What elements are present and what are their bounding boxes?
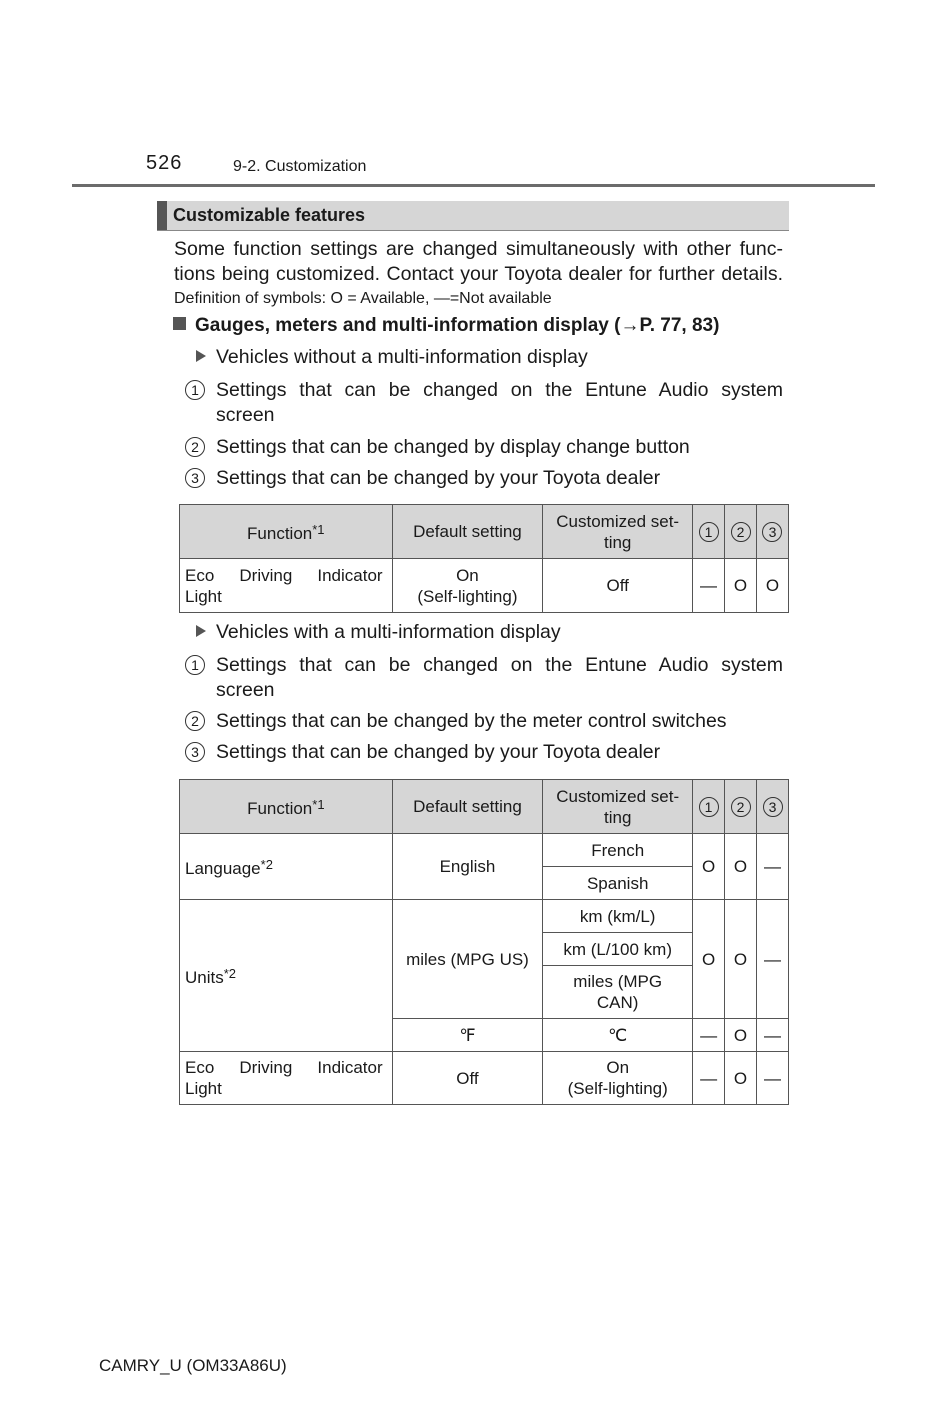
cell-avail-3: — <box>757 1019 789 1052</box>
list-item <box>185 378 783 428</box>
subheading-text: Vehicles with a multi-information display <box>216 621 561 643</box>
symbol-definition: Definition of symbols: O = Available, —=Not available <box>174 290 552 307</box>
cell-avail-1: — <box>693 1019 725 1052</box>
footer-model-code: CAMRY_U (OM33A86U) <box>99 1356 287 1375</box>
subheading-text: Vehicles without a multi-information display <box>216 346 588 368</box>
subheading-with-mid <box>196 621 561 644</box>
cell-function: Eco Driving Indicator Light <box>180 559 393 613</box>
intro-line-2: tions being customized. Contact your Toyota dealer for further details. <box>174 263 783 285</box>
cell-custom: Off <box>543 559 693 613</box>
column-header-1 <box>693 505 725 559</box>
list-item <box>185 740 783 765</box>
cell-avail-2: O <box>725 834 757 900</box>
column-header-2 <box>725 780 757 834</box>
circled-number-icon: 2 <box>185 437 205 457</box>
subheading-without-mid <box>196 346 588 369</box>
intro-paragraph <box>174 237 783 287</box>
column-header-2 <box>725 505 757 559</box>
circled-number-icon: 3 <box>763 797 783 817</box>
list-item-line: Settings that can be changed on the Entune Audio system <box>216 379 783 401</box>
table-row <box>180 1052 789 1105</box>
cell-avail-1: O <box>693 900 725 1019</box>
cell-avail-3: — <box>757 834 789 900</box>
circled-number-icon: 1 <box>185 655 205 675</box>
gauges-heading-text: Gauges, meters and multi-information display ( <box>195 315 621 336</box>
circled-number-icon: 2 <box>731 797 751 817</box>
table-row <box>180 900 789 933</box>
settings-table-without-mid <box>179 504 789 613</box>
list-item <box>185 653 783 703</box>
feature-bar: Customizable features <box>157 201 789 230</box>
cell-function: Language$^{*2}$ <box>180 834 393 900</box>
list-item-line: screen <box>216 404 275 426</box>
column-header-3 <box>757 780 789 834</box>
list-item-text: Settings that can be changed by the meter control switches <box>216 710 727 732</box>
column-header-3 <box>756 505 788 559</box>
cell-option: km (km/L) <box>543 900 693 933</box>
arrow-right-icon: → <box>620 315 640 336</box>
list-item-text: Settings that can be changed by your Toyota dealer <box>216 741 661 763</box>
circled-number-icon: 3 <box>762 522 782 542</box>
cell-avail-2: O <box>725 1052 757 1105</box>
list-item-text: Settings that can be changed by your Toyota dealer <box>216 467 661 489</box>
section-label: 9-2. Customization <box>233 158 367 175</box>
column-header-default: Default setting <box>392 505 543 559</box>
square-bullet-icon <box>173 317 186 330</box>
cell-avail-1: — <box>693 559 725 613</box>
cell-default: Off <box>392 1052 543 1105</box>
settings-table-with-mid <box>179 779 789 1105</box>
gauges-heading-ref: P. 77, 83) <box>639 315 720 336</box>
column-header-custom: Customized set- ting <box>543 505 693 559</box>
list-item <box>185 466 783 491</box>
table-row <box>180 559 789 613</box>
cell-avail-1: — <box>693 1052 725 1105</box>
cell-default: English <box>392 834 543 900</box>
cell-avail-3: — <box>757 1052 789 1105</box>
cell-option: miles (MPG CAN) <box>543 966 693 1019</box>
cell-option: ℃ <box>543 1019 693 1052</box>
cell-option: km (L/100 km) <box>543 933 693 966</box>
cell-function: Eco Driving Indicator Light <box>180 1052 393 1105</box>
column-header-custom: Customized set- ting <box>543 780 693 834</box>
cell-avail-3: O <box>756 559 788 613</box>
circled-number-icon: 1 <box>185 380 205 400</box>
triangle-bullet-icon <box>196 350 206 362</box>
feature-bar-underline <box>157 230 789 231</box>
circled-number-icon: 2 <box>731 522 751 542</box>
column-header-function: Function$^{*1}$ <box>180 780 393 834</box>
cell-avail-1: O <box>693 834 725 900</box>
cell-custom: On (Self-lighting) <box>543 1052 693 1105</box>
list-item-line: Settings that can be changed on the Entune Audio system <box>216 654 783 676</box>
cell-default: miles (MPG US) <box>392 900 543 1019</box>
circled-number-icon: 1 <box>699 797 719 817</box>
cell-option: French <box>543 834 693 867</box>
page-number: 526 <box>146 152 183 174</box>
list-item <box>185 709 783 734</box>
list-item <box>185 435 783 460</box>
header-rule <box>72 184 875 187</box>
cell-default: On (Self-lighting) <box>392 559 543 613</box>
cell-avail-3: — <box>757 900 789 1019</box>
cell-avail-2: O <box>725 1019 757 1052</box>
cell-option: Spanish <box>543 867 693 900</box>
circled-number-icon: 1 <box>699 522 719 542</box>
intro-line-1: Some function settings are changed simultaneously with other func- <box>174 238 783 260</box>
circled-number-icon: 3 <box>185 468 205 488</box>
circled-number-icon: 2 <box>185 711 205 731</box>
column-header-1 <box>693 780 725 834</box>
list-item-text: Settings that can be changed by display change button <box>216 436 690 458</box>
cell-function: Units$^{*2}$ <box>180 900 393 1052</box>
table-row <box>180 834 789 867</box>
circled-number-icon: 3 <box>185 742 205 762</box>
list-item-line: screen <box>216 679 275 701</box>
cell-default: ℉ <box>392 1019 543 1052</box>
triangle-bullet-icon <box>196 625 206 637</box>
gauges-heading <box>173 315 719 337</box>
cell-avail-2: O <box>725 900 757 1019</box>
column-header-default: Default setting <box>392 780 543 834</box>
cell-avail-2: O <box>725 559 757 613</box>
column-header-function: Function$^{*1}$ <box>180 505 393 559</box>
